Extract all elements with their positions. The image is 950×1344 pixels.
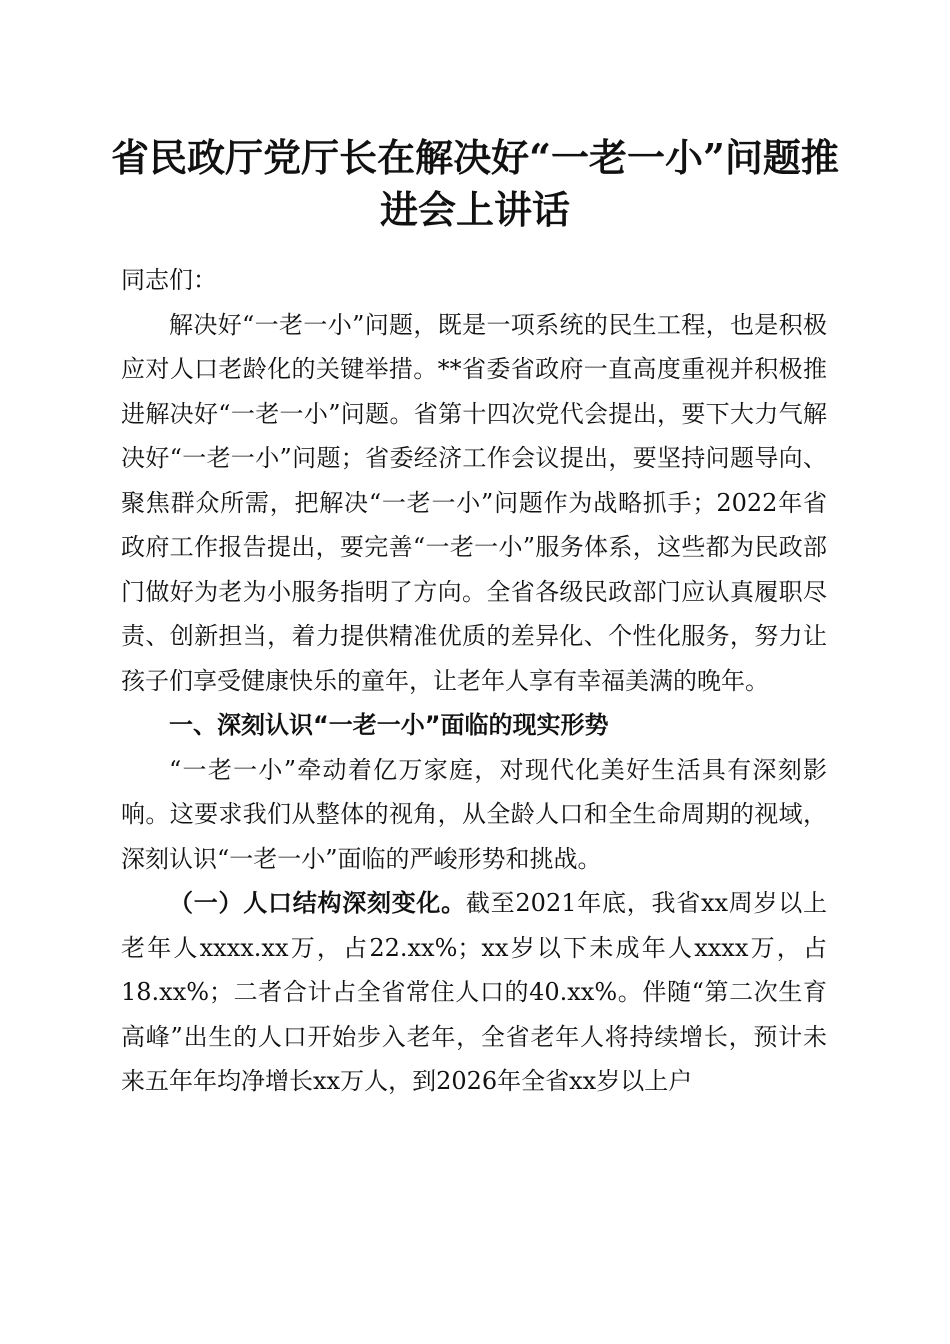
- document-body: [121, 258, 827, 1104]
- document-title: 省民政厅党厅长在解决好“一老一小”问题推进会上讲话: [111, 135, 839, 232]
- paragraph: 解决好“一老一小”问题，既是一项系统的民生工程，也是积极应对人口老龄化的关键举措。**省委省政府一直高度重视并积极推进解决好“一老一小”问题。省第十四次党代会提出，要下大力气解决好“一老一小”问题；省委经济工作会议提出，要坚持问题导向、聚焦群众所需，把解决“一老一小”问题作为战略抓手；2022年省政府工作报告提出，要完善“一老一小”服务体系，这些都为民政部门做好为老为小服务指明了方向。全省各级民政部门应认真履职尽责、创新担当，着力提供精准优质的差异化、个性化服务，努力让孩子们享受健康快乐的童年，让老年人享有幸福美满的晚年。: [121, 310, 827, 695]
- subsection-heading: （一）人口结构深刻变化。: [169, 889, 466, 917]
- section-heading: 一、深刻认识“一老一小”面临的现实形势: [169, 711, 609, 739]
- greeting: 同志们：: [121, 266, 217, 294]
- paragraph: “一老一小”牵动着亿万家庭，对现代化美好生活具有深刻影响。这要求我们从整体的视角，从全龄人口和全生命周期的视域，深刻认识“一老一小”面临的严峻形势和挑战。: [121, 755, 827, 873]
- paragraph-text: 截至2021年底，我省xx周岁以上老年人xxxx.xx万，占22.xx%；xx岁以下未成年人xxxx万，占18.xx%；二者合计占全省常住人口的40.xx%。伴随“第二次生育高峰”出生的人口开始步入老年，全省老年人将持续增长，预计未来五年年均净增长xx万人，到2026年全省xx岁以上户: [121, 889, 827, 1095]
- paragraph: [121, 881, 827, 1104]
